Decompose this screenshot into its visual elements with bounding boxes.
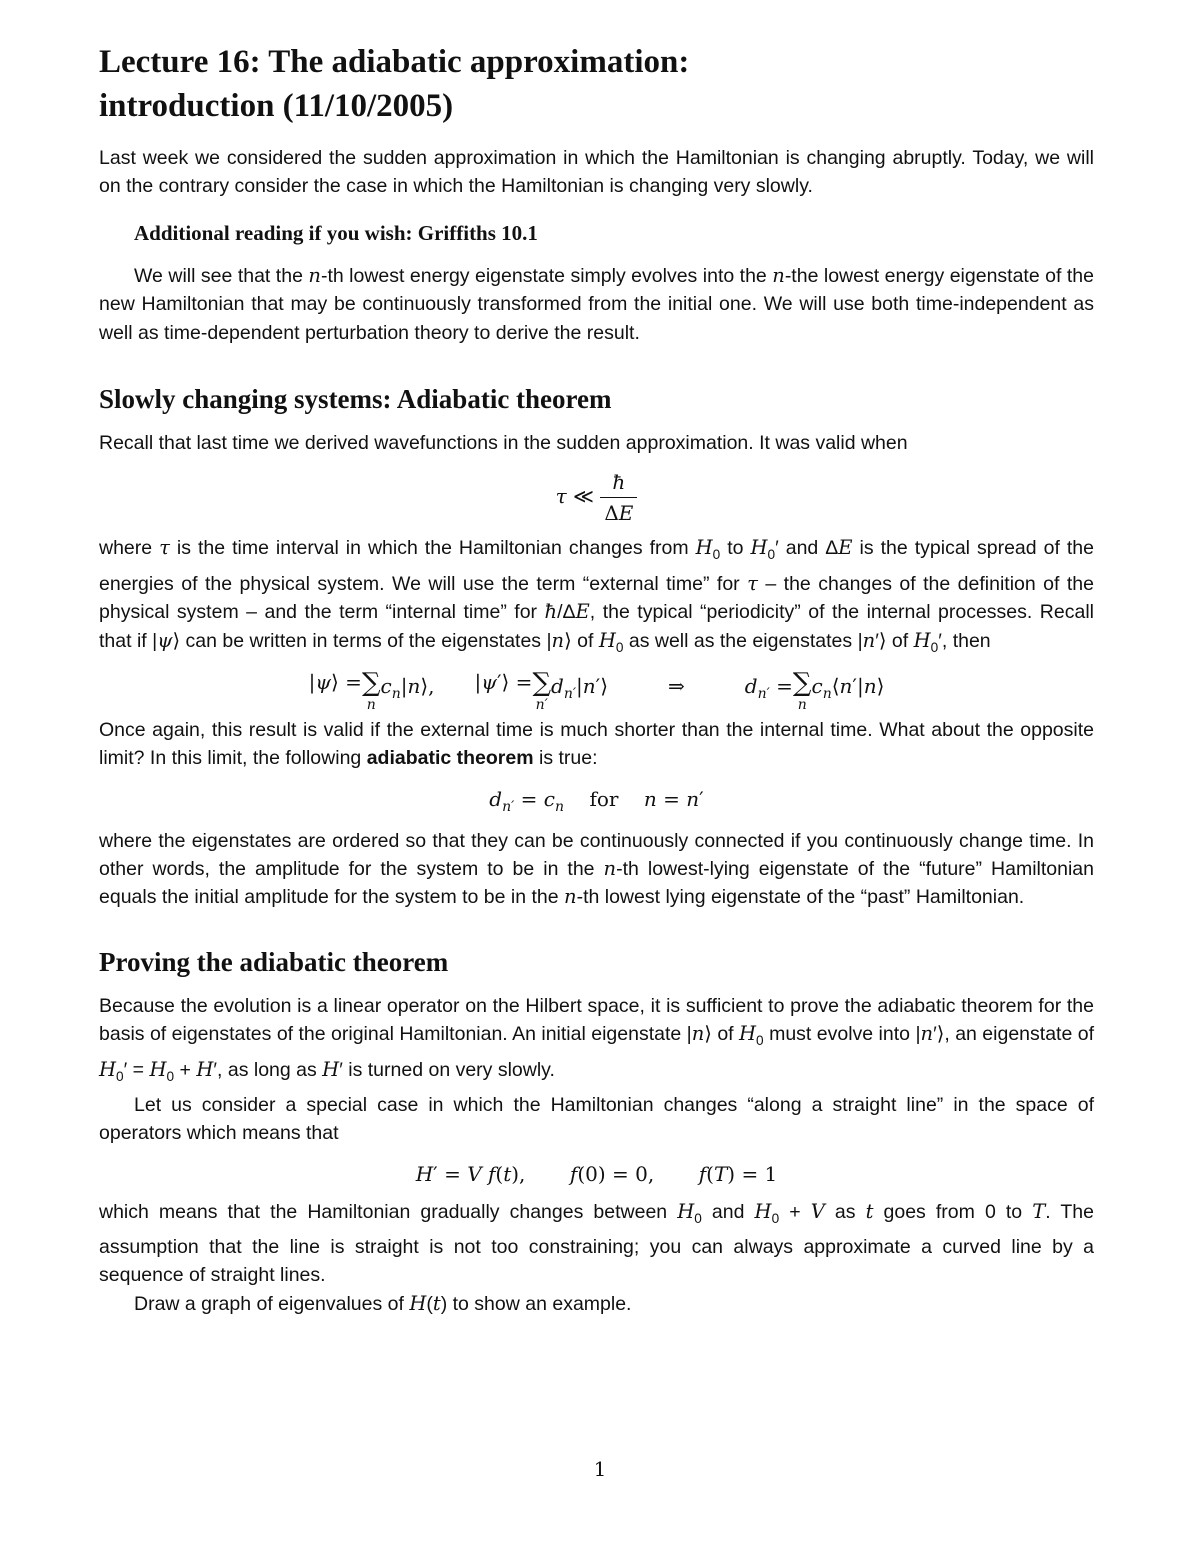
recall-paragraph: Recall that last time we derived wavefunctions in the sudden approximation. It was valid when bbox=[99, 432, 908, 455]
gradual-change-paragraph: which means that the Hamiltonian gradually changes between $H_0$ and $H_0 + V$ as t goes from 0 to T. The assumption that the line is straight is not too constraining; you can always approximate a curved line by a sequence of straight lines. bbox=[99, 1199, 1094, 1287]
title-line-2: introduction (11/10/2005) bbox=[99, 88, 454, 124]
linear-hamiltonian-equation: H′ = V f(t), f(0) = 0, f(T) = 1 bbox=[415, 1161, 778, 1186]
opposite-limit-paragraph: Once again, this result is valid if the external time is much shorter than the internal time. What about the opposite limit? In this limit, the following adiabatic theorem is true: bbox=[99, 718, 1094, 770]
overview-paragraph: We will see that the n-th lowest energy eigenstate simply evolves into the n-the lowest energy eigenstate of the new Hamiltonian that may be continuously transformed from the initial one. We will use both time-independent as well as time-dependent perturbation theory to derive the result. bbox=[99, 263, 1094, 344]
time-scales-paragraph: where τ is the time interval in which the Hamiltonian changes from $H_0$ to $H_0'$ and ΔE is the typical spread of the energies of the physical system. We will use the term “external time” for τ – the changes of the definition of the physical system – and the term “internal time” for ħ/ΔE, the typical “periodicity” of the internal processes. Recall that if |ψ⟩ can be written in terms of the eigenstates |n⟩ of $H_0$ as well as the eigenstates |n′⟩ of $H_0'$, then bbox=[99, 536, 1094, 655]
page-body bbox=[99, 40, 1094, 1318]
section-heading-slowly-changing: Slowly changing systems: Adiabatic theorem bbox=[99, 384, 612, 415]
section-heading-proving: Proving the adiabatic theorem bbox=[99, 946, 449, 977]
ordering-paragraph: where the eigenstates are ordered so that they can be continuously connected if you continuously change time. In other words, the amplitude for the system to be in the n-th lowest-lying eigenstate of the “future” Hamiltonian equals the initial amplitude for the system to be in the n-th lowest lying eigenstate of the “past” Hamiltonian. bbox=[99, 829, 1094, 909]
linear-operator-paragraph: Because the evolution is a linear operator on the Hilbert space, it is sufficient to prove the adiabatic theorem for the basis of eigenstates of the original Hamiltonian. An initial eigenstate |n⟩ of $H_0$ must evolve into |n′⟩, an eigenstate of $H_0' = H_0 + H'$, as long as H′ is turned on very slowly. bbox=[99, 994, 1094, 1084]
intro-paragraph: Last week we considered the sudden approximation in which the Hamiltonian is changing abruptly. Today, we will on the contrary consider the case in which the Hamiltonian is changing very slowly. bbox=[99, 147, 1094, 198]
expansion-equation: | ψ ⟩ = ∑ n $c_n|n⟩$, | ψ ′⟩ = ∑ n′ $d_{n'}|n'⟩$ ⇒ $d_{n'}$ = ∑ n $c_n⟨n'|n⟩$ bbox=[308, 667, 885, 713]
page-number: 1 bbox=[593, 1457, 607, 1481]
adiabatic-theorem-equation: $d_{n'} = c_n$ for n = n′ bbox=[489, 786, 704, 815]
validity-condition-equation: τ ≪ $\frac{ħ}{\Delta E}$ bbox=[99, 467, 1094, 528]
straight-line-paragraph: Let us consider a special case in which the Hamiltonian changes “along a straight line” in the space of operators which means that bbox=[99, 1093, 1094, 1145]
draw-graph-paragraph: Draw a graph of eigenvalues of H(t) to show an example. bbox=[134, 1291, 632, 1315]
page-title bbox=[99, 40, 1094, 128]
title-line-1: Lecture 16: The adiabatic approximation: bbox=[99, 44, 690, 80]
additional-reading: Additional reading if you wish: Griffiths 10.1 bbox=[134, 220, 538, 245]
